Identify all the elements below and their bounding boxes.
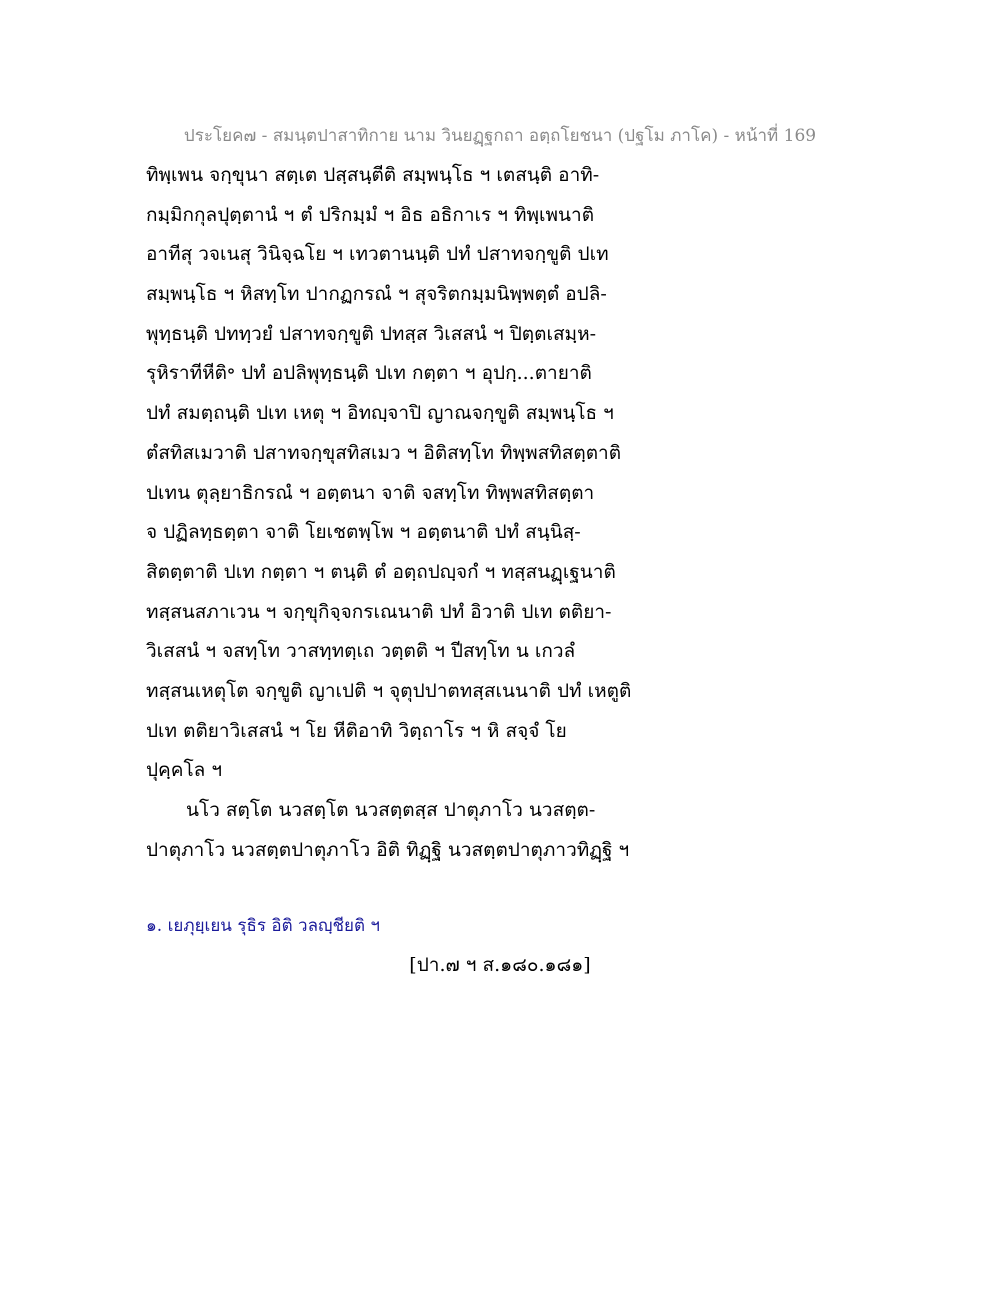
text-line: วิเสสนํ ฯ จสทฺโท วาสทฺทตฺเถ วตฺตติ ฯ ปีสทฺโท น เกวลํ (146, 640, 576, 663)
text-line: สมฺพนฺโธ ฯ หิสทฺโท ปากฏกรณํ ฯ สุจริตกมฺมนิพฺพตฺตํ อปลิ- (146, 283, 607, 306)
page-reference-text: [ปา.๗ ฯ ส.๑๘๐.๑๘๑] (409, 954, 591, 976)
text-line: รุหิราทีหีติ॰ ปทํ อปลิพุทฺธนฺติ ปเท กตฺตา ฯ อุปกฺ...ตายาติ (146, 362, 592, 385)
body-text (146, 156, 646, 870)
footnote: ๑. เยภุยฺเยน รุธิร อิติ วลญฺชียติ ฯ (146, 916, 380, 936)
text-line: ปทํ สมตฺถนฺติ ปเท เหตุ ฯ อิทญฺจาปิ ญาณจกฺขูติ สมฺพนฺโธ ฯ (146, 402, 614, 425)
text-line: จ ปฏิลทฺธตฺตา จาติ โยเชตพฺโพ ฯ อตฺตนาติ ปทํ สนฺนิสฺ- (146, 521, 581, 544)
text-line: ปุคฺคโล ฯ (146, 759, 223, 782)
text-line: ทสฺสนเหตุโต จกฺขูติ ญาเปติ ฯ จุตุปปาตทสฺสเนนาติ ปทํ เหตูติ (146, 679, 632, 702)
text-line: ปเท ตติยาวิเสสนํ ฯ โย หีติอาทิ วิตฺถาโร ฯ หิ สจฺจํ โย (146, 719, 567, 742)
text-line: อาทีสุ วจเนสุ วินิจฺฉโย ฯ เทวตานนฺติ ปทํ ปสาทจกฺขูติ ปเท (146, 243, 609, 266)
page-reference (0, 950, 1000, 980)
text-line: กมฺมิกกุลปุตฺตานํ ฯ ตํ ปริกมฺมํ ฯ อิธ อธิกาเร ฯ ทิพฺเพนาติ (146, 203, 595, 226)
text-line: พุทฺธนฺติ ปททฺวยํ ปสาทจกฺขูติ ปทสฺส วิเสสนํ ฯ ปิตฺตเสมฺห- (146, 322, 597, 345)
text-line: สิตตฺตาติ ปเท กตฺตา ฯ ตนฺติ ตํ อตฺถปญฺจกํ ฯ ทสฺสนฏฺเฐนาติ (146, 560, 616, 583)
page-header: ประโยค๗ - สมนฺตปาสาทิกาย นาม วินยฏฺฐกถา อตฺถโยชนา (ปฐโม ภาโค) - หน้าที่ 169 (183, 126, 817, 146)
paragraph-first-line: นโว สตฺโต นวสตฺโต นวสตฺตสฺส ปาตุภาโว นวสตฺต- (186, 799, 596, 821)
text-line: ทสฺสนสภาเวน ฯ จกฺขุกิจฺจกรเณนาติ ปทํ อิวาติ ปเท ตติยา- (146, 600, 612, 623)
text-line: ทิพฺเพน จกฺขุนา สตฺเต ปสฺสนฺตีติ สมฺพนฺโธ ฯ เตสนฺติ อาทิ- (146, 164, 600, 186)
text-line: ตํสทิสเมวาติ ปสาทจกฺขุสทิสเมว ฯ อิติสทฺโท ทิพฺพสทิสตฺตาติ (146, 441, 622, 464)
text-line: ปเทน ตุลฺยาธิกรณํ ฯ อตฺตนา จาติ จสทฺโท ทิพฺพสทิสตฺตา (146, 481, 595, 504)
text-line: ปาตุภาโว นวสตฺตปาตุภาโว อิติ ทิฏฺฐิ นวสตฺตปาตุภาวทิฏฺฐิ ฯ (146, 838, 630, 861)
